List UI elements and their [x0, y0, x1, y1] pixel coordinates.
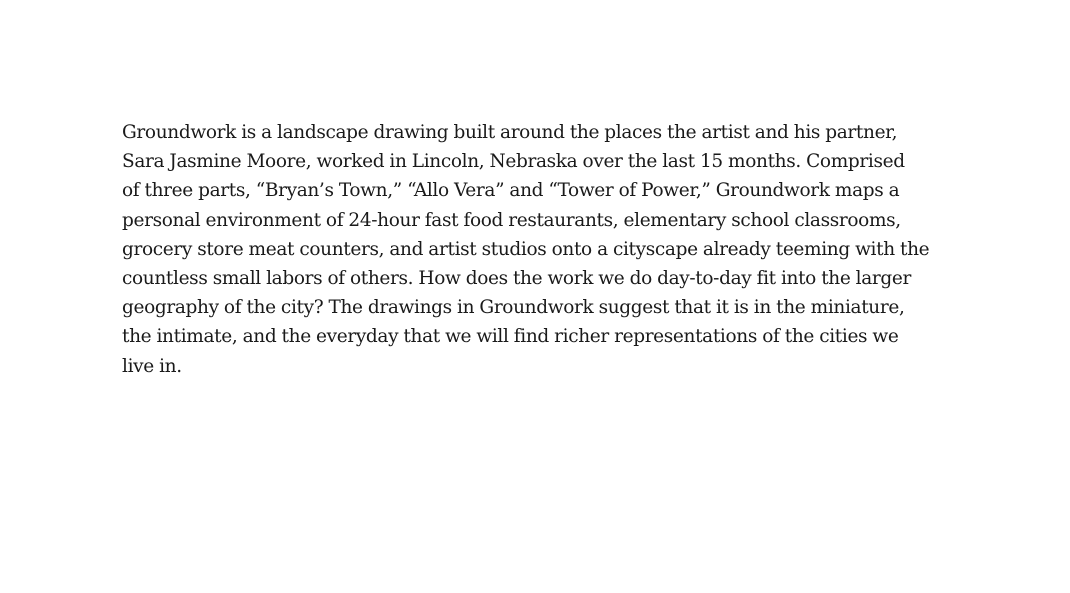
paragraph-line: Groundwork is a landscape drawing built around the places the artist and his partner,: [122, 122, 898, 143]
paragraph-line: of three parts, “Bryan’s Town,” “Allo Vera” and “Tower of Power,” Groundwork maps a: [122, 180, 900, 202]
paragraph-line: the intimate, and the everyday that we will find richer representations of the cities we: [122, 326, 899, 348]
paragraph-line: geography of the city? The drawings in Groundwork suggest that it is in the miniature,: [122, 297, 905, 319]
paragraph-line: personal environment of 24-hour fast food restaurants, elementary school classrooms,: [122, 209, 901, 231]
paragraph-line: countless small labors of others. How does the work we do day-to-day fit into the larger: [122, 268, 911, 290]
main-content: [122, 118, 952, 381]
paragraph-line: Sara Jasmine Moore, worked in Lincoln, Nebraska over the last 15 months. Comprised: [122, 151, 905, 173]
body-paragraph: [122, 118, 952, 381]
paragraph-line: live in.: [122, 355, 182, 377]
paragraph-line: grocery store meat counters, and artist studios onto a cityscape already teeming with the: [122, 238, 930, 260]
